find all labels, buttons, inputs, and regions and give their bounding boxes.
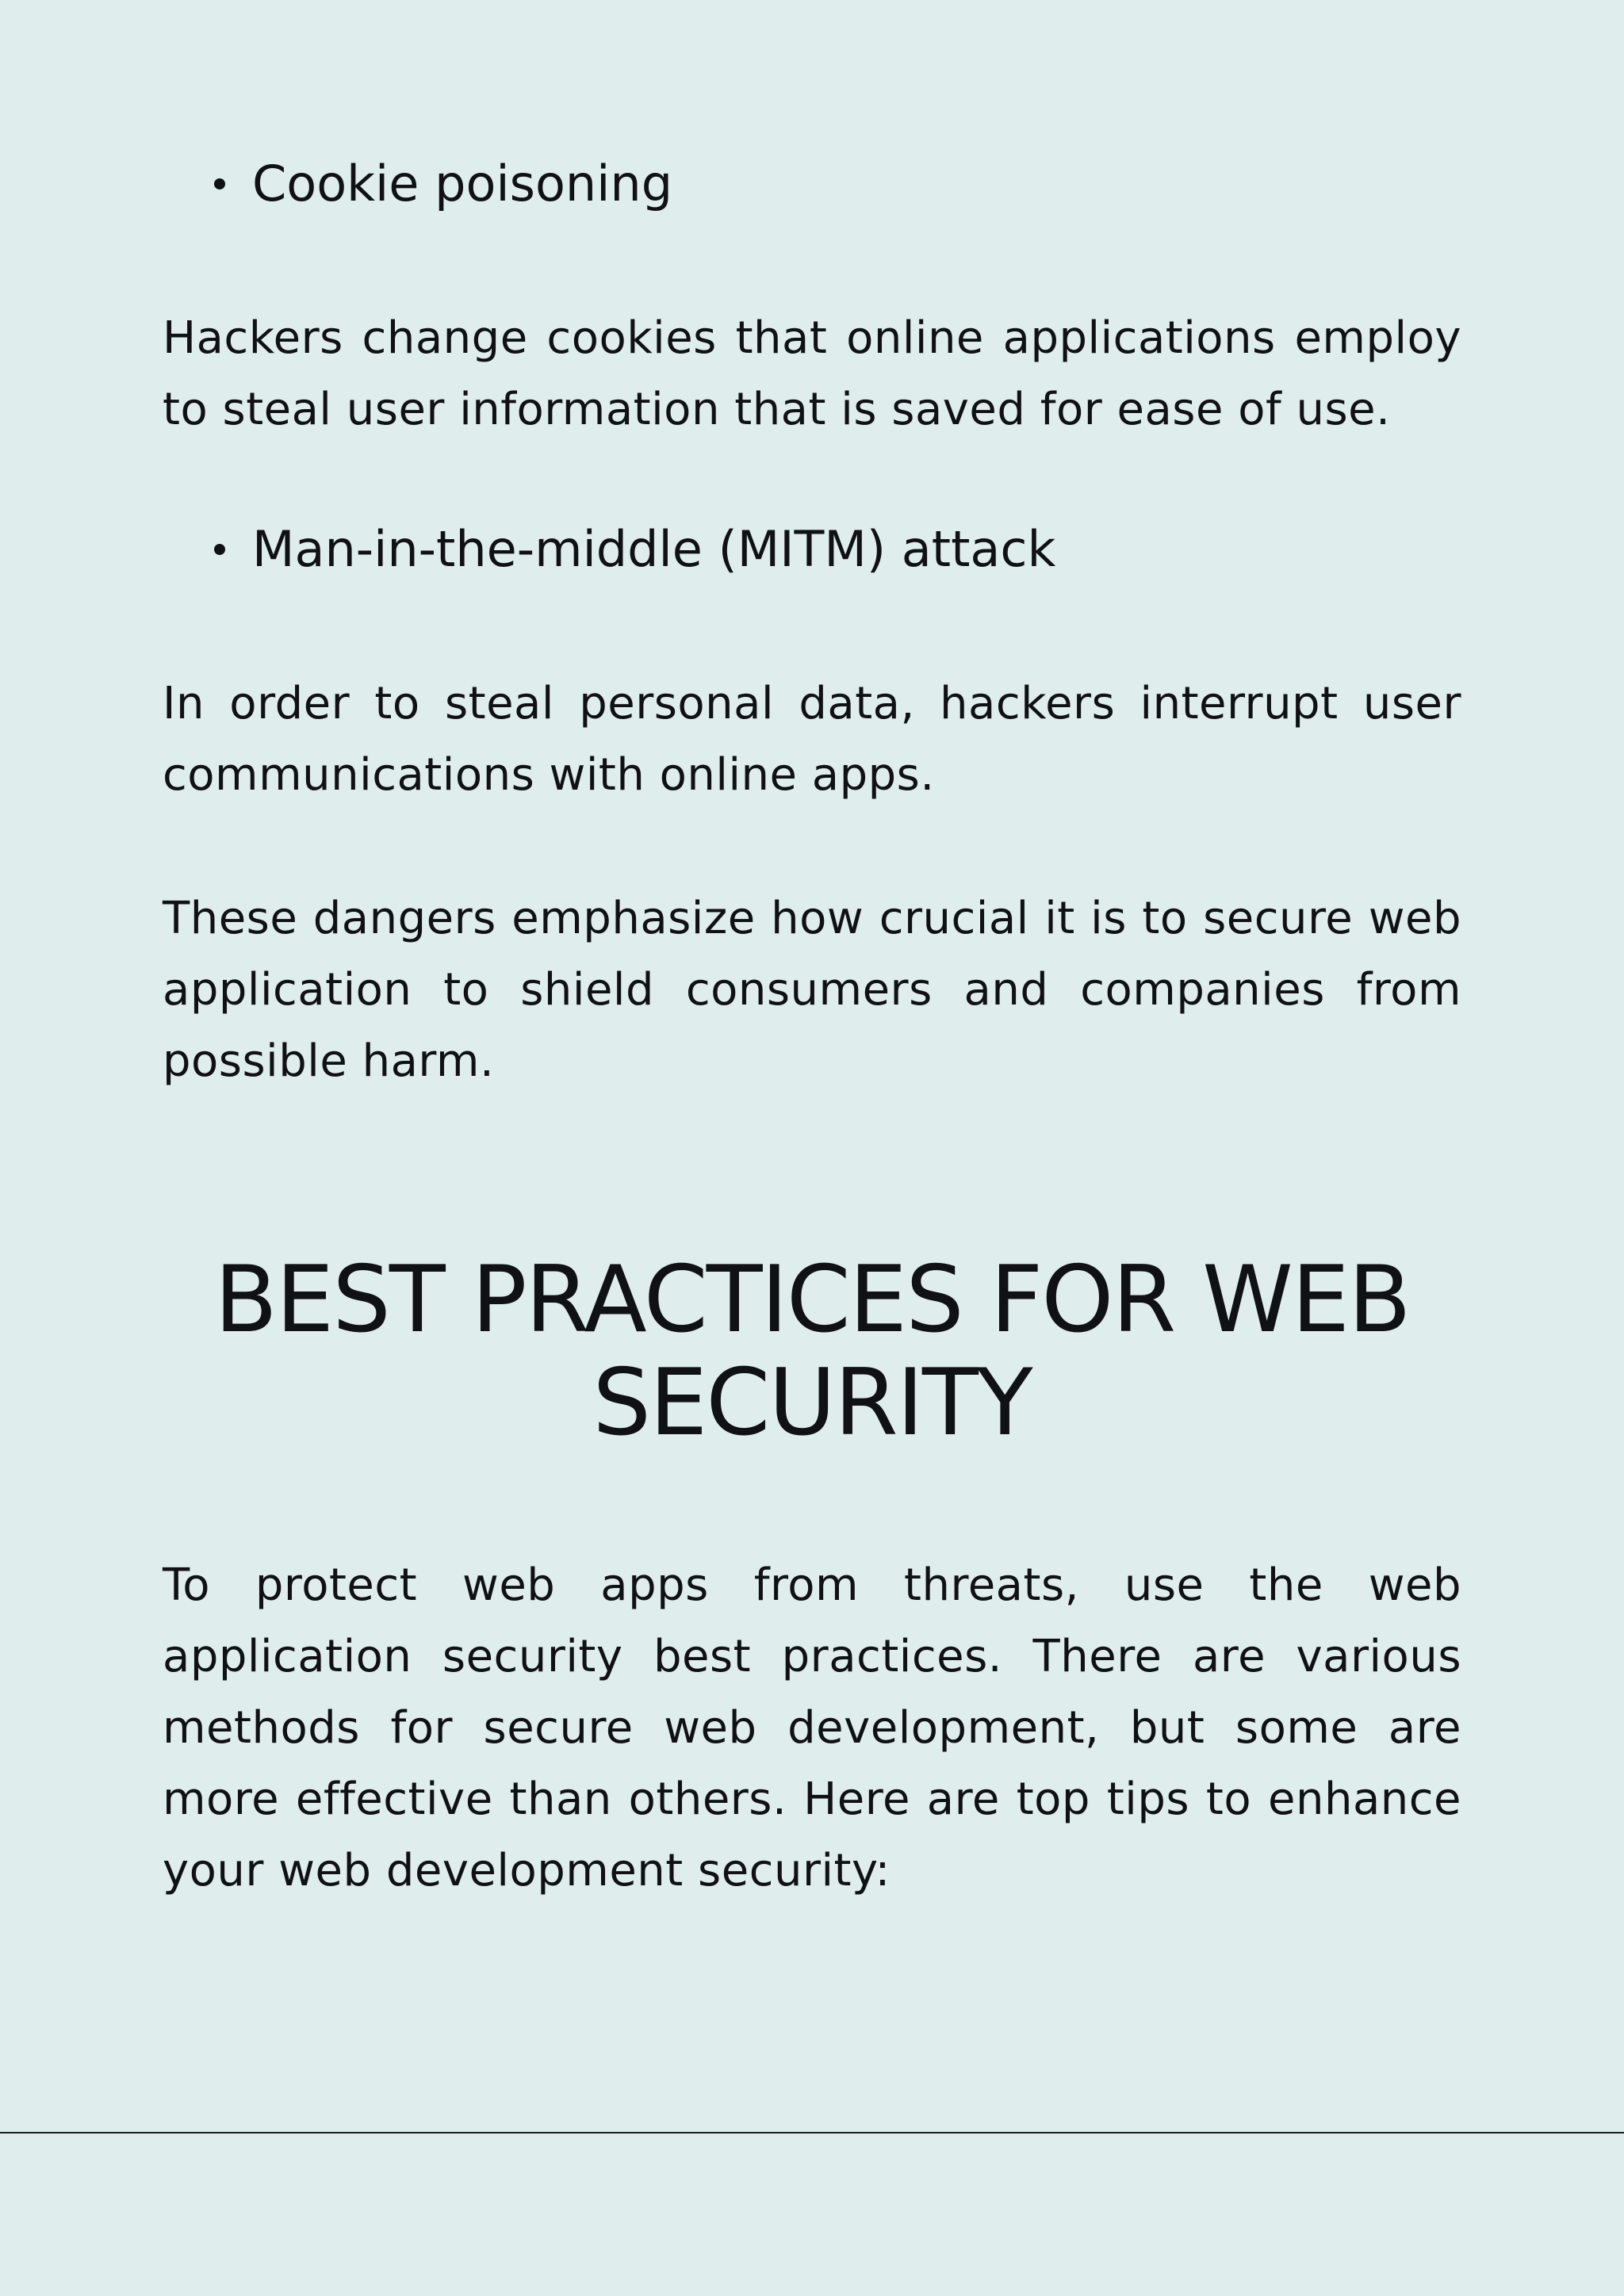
bullet-icon [214,178,225,189]
paragraph-dangers-summary: These dangers emphasize how crucial it is to secure web application to shield consumers and companies from possible harm. [163,893,1461,1087]
list-item-cookie-poisoning [214,155,672,213]
list-item-label: Man-in-the-middle (MITM) attack [252,520,1056,578]
section-heading: BEST PRACTICES FOR WEB SECURITY [214,1246,1410,1456]
paragraph-best-practices-intro: To protect web apps from threats, use the web application security best practices. There are various methods for secure web development, but some are more effective than others. Here are top tips to enhance your web development security: [163,1559,1461,1896]
bullet-icon [214,544,225,555]
list-item-label: Cookie poisoning [252,155,673,212]
paragraph-mitm-attack: In order to steal personal data, hackers interrupt user communications with online apps. [163,678,1461,801]
footer-divider [0,2132,1624,2133]
paragraph-cookie-poisoning: Hackers change cookies that online applications employ to steal user information that is saved for ease of use. [163,312,1461,435]
list-item-mitm-attack [214,520,1055,579]
